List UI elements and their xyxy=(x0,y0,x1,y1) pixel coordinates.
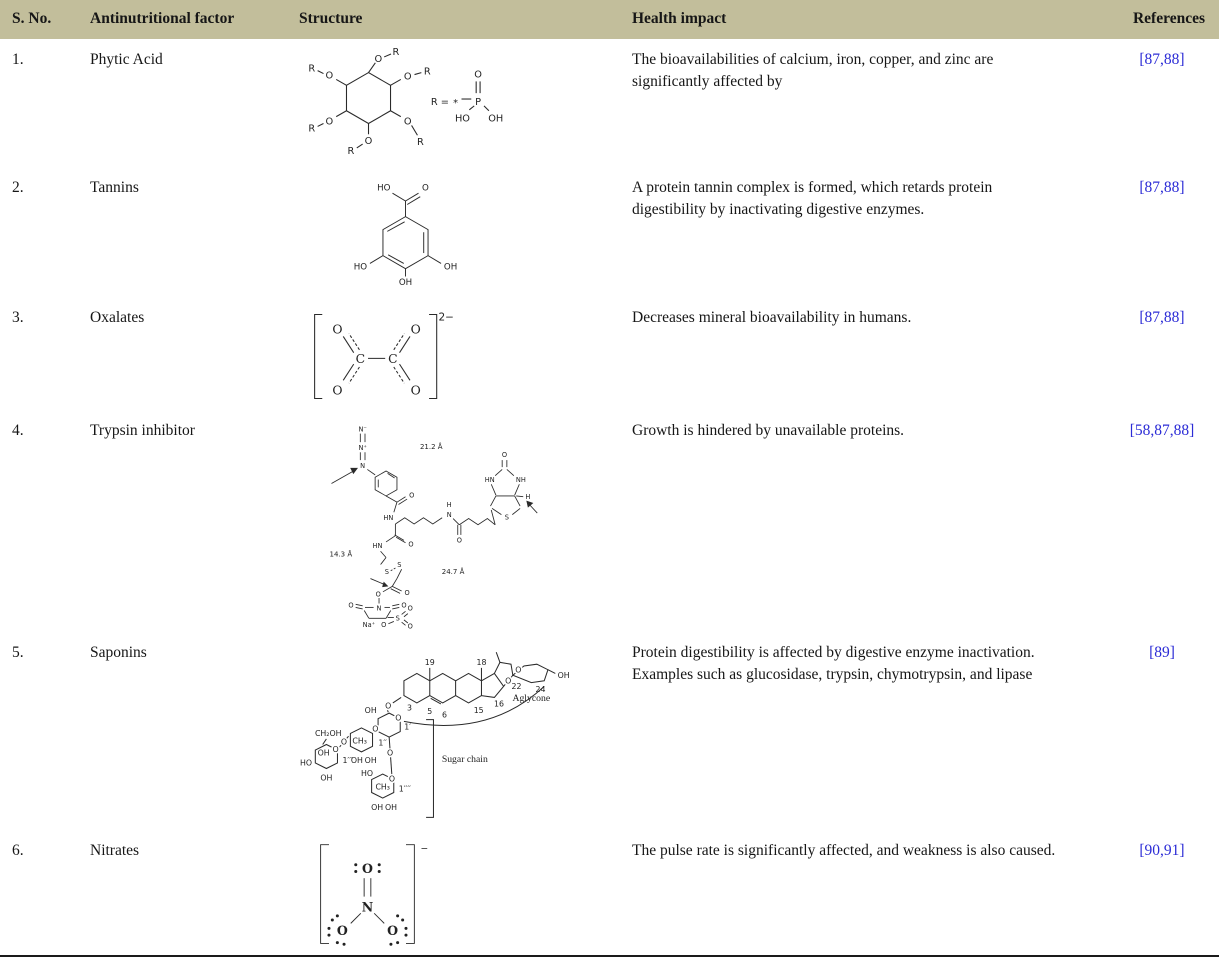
atom-label: O xyxy=(407,622,413,631)
atom-label: P xyxy=(475,96,482,108)
atom-label: OH xyxy=(557,671,570,681)
sugar-chain-label: Sugar chain xyxy=(441,754,488,766)
structure-trypsin-inhibitor xyxy=(295,412,625,634)
atom-label: N⁺ xyxy=(358,443,367,452)
factor-name: Tannins xyxy=(90,179,139,196)
health-impact: Decreases mineral bioavailability in humans. xyxy=(632,309,912,326)
position-label: 22 xyxy=(511,682,522,692)
atom-label: N xyxy=(361,899,374,915)
svg-text:O: O xyxy=(515,665,522,675)
atom-label: O xyxy=(401,601,407,610)
svg-text:O: O xyxy=(385,701,392,711)
atom-label: R xyxy=(308,123,316,135)
atom-label: S xyxy=(384,567,389,576)
row-number: 3. xyxy=(12,309,24,326)
structure-gallic-acid xyxy=(295,169,625,299)
structure-oxalate xyxy=(295,299,625,412)
atom-label: O xyxy=(374,53,383,65)
atom-label: O xyxy=(501,450,508,459)
table-header-row xyxy=(0,0,1219,41)
svg-text:O: O xyxy=(332,744,339,754)
atom-label: O xyxy=(404,588,410,597)
aglycone-label: Aglycone xyxy=(512,693,551,705)
atom-label: O xyxy=(403,71,412,83)
col-header-impact: Health impact xyxy=(632,10,727,27)
atom-label: CH₃ xyxy=(375,782,390,792)
atom-label: C xyxy=(355,351,366,367)
bond-lines xyxy=(318,54,489,148)
health-impact: Protein digestibility is affected by digestive enzyme inactivation. Examples such as glucosidase, trypsin, chymotrypsin, and lipase xyxy=(632,644,1035,683)
atom-label: O xyxy=(325,116,334,128)
svg-text:O: O xyxy=(340,737,348,747)
atom-label: O xyxy=(375,590,381,599)
svg-text:O: O xyxy=(372,724,379,734)
position-label: 24 xyxy=(535,684,546,694)
distance-label: 21.2 Å xyxy=(419,442,443,452)
svg-text:O: O xyxy=(388,774,396,784)
atom-label: N xyxy=(360,461,366,470)
atom-label: O xyxy=(332,321,343,337)
atom-label: O xyxy=(403,116,412,128)
position-label: 1′′ xyxy=(378,738,387,748)
atom-label: OH xyxy=(320,773,333,783)
atom-label: O xyxy=(409,491,415,500)
row-number: 4. xyxy=(12,422,24,439)
atom-label: O xyxy=(410,382,421,398)
atom-label: O xyxy=(336,923,348,939)
atom-label: HN xyxy=(372,542,383,551)
atom-label: O xyxy=(332,382,343,398)
bond-lines xyxy=(321,845,415,944)
row-number: 2. xyxy=(12,179,24,196)
distance-label: 14.3 Å xyxy=(329,549,353,559)
atom-label: C xyxy=(388,351,398,367)
structure-nitrate xyxy=(295,832,625,955)
atom-label: HO xyxy=(300,758,313,768)
atom-label: S xyxy=(395,614,400,623)
atom-label: OH xyxy=(443,262,458,273)
atom-label: S xyxy=(504,513,509,522)
col-header-structure: Structure xyxy=(299,10,363,27)
atom-label: O xyxy=(381,620,387,629)
bond-lines xyxy=(315,652,555,817)
health-impact: A protein tannin complex is formed, which retards protein digestibility by inactivating digestive enzymes. xyxy=(632,179,993,218)
reference-link[interactable]: [87,88] xyxy=(1139,51,1185,68)
atom-label: OH xyxy=(364,755,377,765)
table-row xyxy=(0,412,1219,634)
atom-label: R xyxy=(308,63,316,75)
factor-name: Oxalates xyxy=(90,309,145,326)
atom-label: R xyxy=(392,46,400,58)
atom-label: OH xyxy=(364,706,377,716)
col-header-factor: Antinutritional factor xyxy=(90,10,235,27)
reference-link[interactable]: [90,91] xyxy=(1139,842,1185,859)
reference-link[interactable]: [87,88] xyxy=(1139,309,1185,326)
atom-label: O xyxy=(348,601,354,610)
atom-label: * xyxy=(453,97,459,109)
svg-text:O: O xyxy=(386,748,394,758)
reference-link[interactable]: [87,88] xyxy=(1139,179,1185,196)
atom-label: H xyxy=(446,500,452,509)
position-label: 5 xyxy=(427,707,433,717)
atom-label: H xyxy=(525,493,531,502)
atom-label: R xyxy=(423,66,431,78)
atom-label: O xyxy=(362,861,373,877)
atom-label: O xyxy=(407,604,413,613)
atom-label: O xyxy=(364,136,373,148)
row-number: 1. xyxy=(12,51,24,68)
atom-label: R xyxy=(347,145,355,157)
atom-label: Na⁺ xyxy=(362,620,376,629)
position-label: 1′′′′ xyxy=(398,784,411,794)
atom-label: OH xyxy=(488,113,504,125)
factor-name: Phytic Acid xyxy=(90,51,163,68)
health-impact: The pulse rate is significantly affected, and weakness is also caused. xyxy=(632,842,1056,859)
row-number: 6. xyxy=(12,842,24,859)
atom-label: O xyxy=(410,321,421,337)
atom-label: OH xyxy=(384,803,398,813)
svg-text:O: O xyxy=(395,713,402,723)
atom-label: CH₃ xyxy=(352,736,367,746)
health-impact: The bioavailabilities of calcium, iron, copper, and zinc are significantly affected by xyxy=(632,51,994,90)
svg-text:O: O xyxy=(505,676,512,686)
table-row xyxy=(0,299,1219,412)
factor-name: Trypsin inhibitor xyxy=(90,422,195,439)
atom-label: OH xyxy=(317,748,330,758)
col-header-sno: S. No. xyxy=(12,10,52,27)
atom-label: HO xyxy=(353,262,368,273)
position-label: 1′ xyxy=(404,722,411,732)
atom-label: HO xyxy=(454,113,470,125)
atom-label: O xyxy=(408,540,414,549)
factor-name: Saponins xyxy=(90,644,147,661)
position-label: 15 xyxy=(473,706,484,716)
structure-phytic-acid xyxy=(295,41,625,169)
atom-label: O xyxy=(325,70,334,82)
atom-label: S xyxy=(397,560,402,569)
atom-label: CH₂OH xyxy=(314,729,342,739)
atom-label: O xyxy=(474,69,482,81)
position-label: 19 xyxy=(424,658,435,668)
atom-label: N xyxy=(376,604,382,613)
position-label: 16 xyxy=(494,699,504,709)
position-label: 18 xyxy=(476,658,487,668)
charge-label: 2− xyxy=(438,311,454,324)
table-row xyxy=(0,634,1219,832)
atom-label: OH xyxy=(371,803,384,813)
atom-label: N xyxy=(446,510,452,519)
atom-label: HO xyxy=(360,768,374,778)
atom-label: HN xyxy=(484,475,495,484)
atom-label: HN xyxy=(383,514,394,523)
factor-name: Nitrates xyxy=(90,842,140,859)
distance-label: 24.7 Å xyxy=(441,566,465,576)
atom-label: OH xyxy=(398,278,413,289)
health-impact: Growth is hindered by unavailable proteins. xyxy=(632,422,905,439)
table-row xyxy=(0,169,1219,299)
col-header-references: References xyxy=(1132,10,1205,27)
atom-label: NH xyxy=(515,475,526,484)
atom-label: OH xyxy=(350,755,363,765)
bond-lines xyxy=(370,193,441,276)
charge-label: − xyxy=(420,843,429,855)
reference-link[interactable]: [58,87,88] xyxy=(1129,422,1195,439)
atom-label: N⁻ xyxy=(358,425,367,434)
position-label: 1′′′ xyxy=(342,755,353,765)
row-number: 5. xyxy=(12,644,24,661)
atom-label: HO xyxy=(377,183,391,194)
reference-link[interactable]: [89] xyxy=(1149,644,1175,661)
atom-label: R = xyxy=(430,96,449,108)
position-label: 3 xyxy=(406,703,412,713)
atom-label: O xyxy=(387,923,399,939)
atom-label: O xyxy=(456,536,462,545)
table-row xyxy=(0,832,1219,955)
table-row xyxy=(0,41,1219,169)
atom-label: O xyxy=(422,183,429,194)
position-label: 6 xyxy=(442,710,448,720)
structure-saponin xyxy=(295,634,625,832)
atom-label: R xyxy=(416,137,424,149)
